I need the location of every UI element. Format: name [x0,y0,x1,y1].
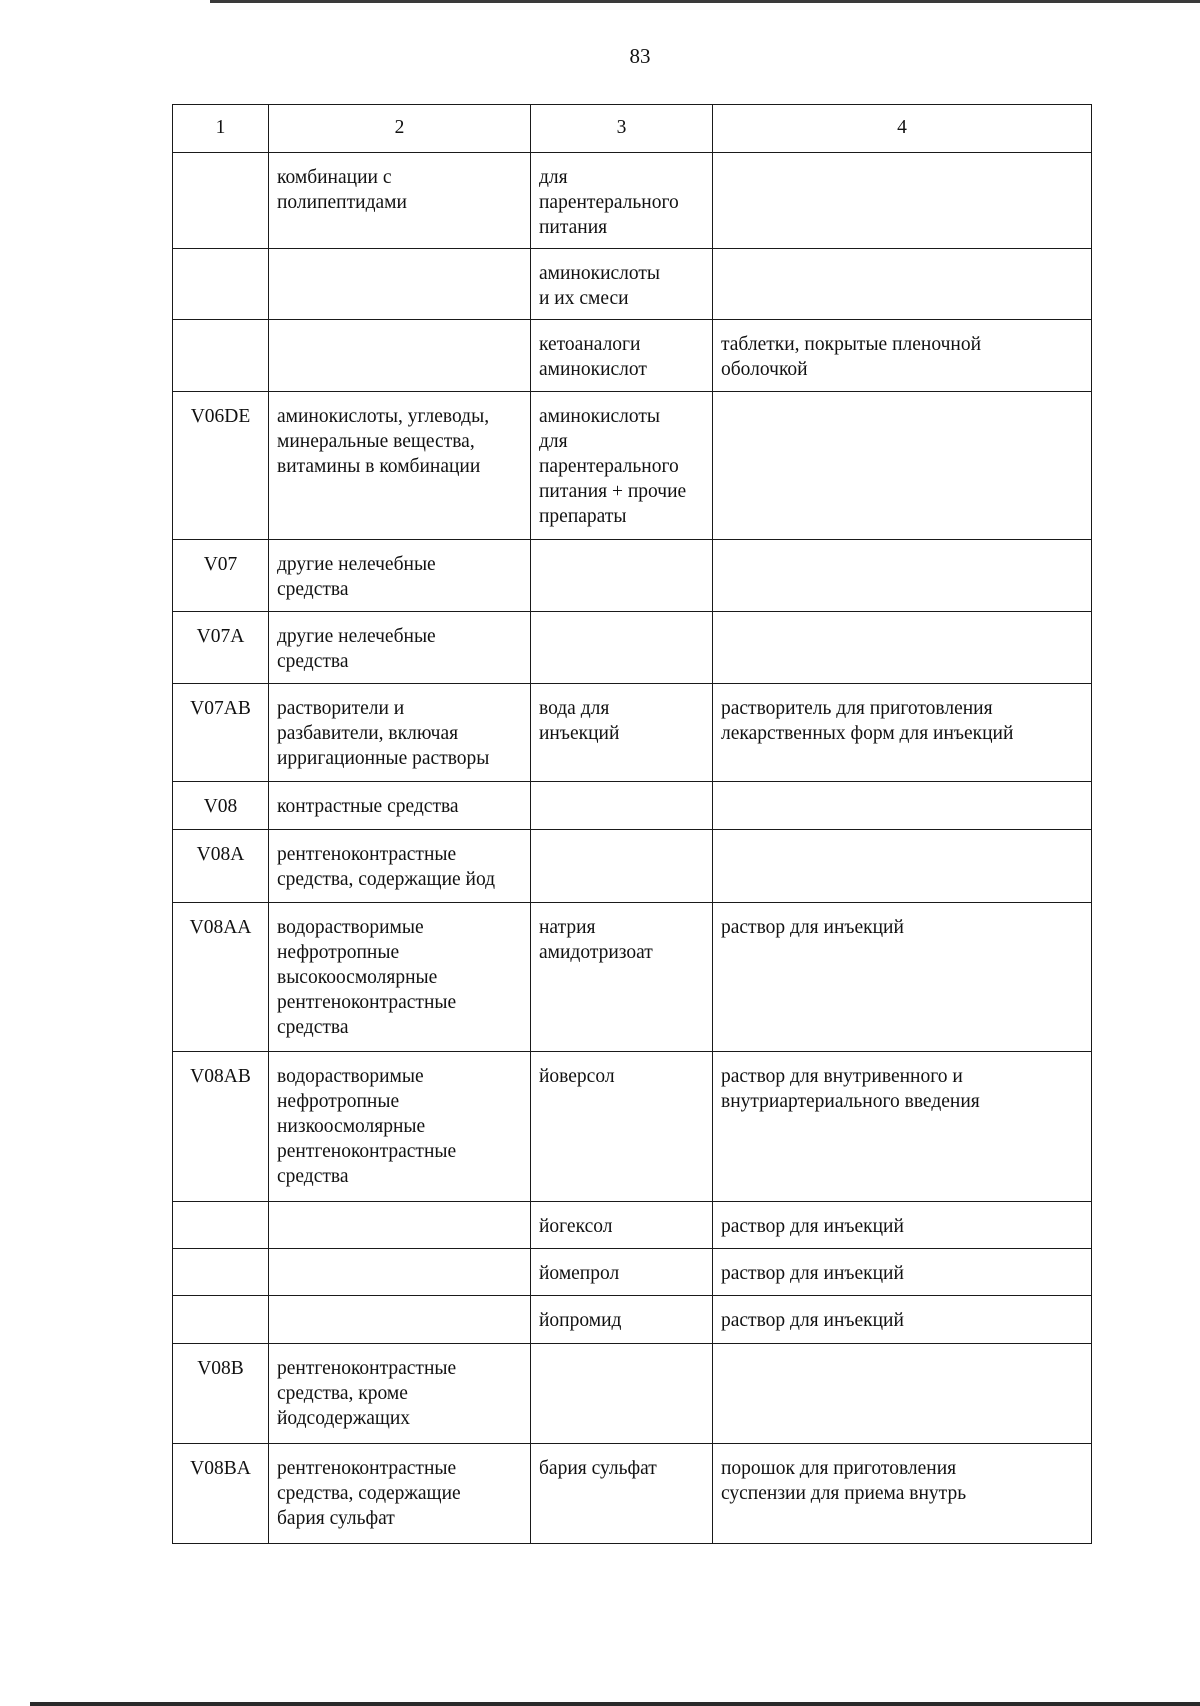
atc-code-cell: V08 [173,782,269,830]
group-cell: комбинации с полипептидами [269,153,531,249]
page-number: 83 [629,44,651,68]
dosage-form-cell: порошок для приготовления суспензии для приема внутрь [713,1444,1092,1544]
table-row [173,320,1092,392]
substance-cell: аминокислоты для парентерального питания + прочие препараты [531,392,713,540]
substance-cell: аминокислоты и их смеси [531,249,713,320]
group-cell: другие нелечебные средства [269,540,531,612]
substance-cell [531,830,713,903]
substance-cell: йоверсол [531,1052,713,1202]
table-header-row [173,105,1092,153]
substance-cell [531,1344,713,1444]
atc-code-cell: V07A [173,612,269,684]
group-cell: растворители и разбавители, включая ирригационные растворы [269,684,531,782]
group-cell [269,249,531,320]
dosage-form-cell [713,392,1092,540]
table-row [173,903,1092,1052]
substance-cell [531,782,713,830]
substance-cell: бария сульфат [531,1444,713,1544]
dosage-form-cell: раствор для внутривенного и внутриартериального введения [713,1052,1092,1202]
dosage-form-cell [713,1344,1092,1444]
group-cell: водорастворимые нефротропные высокоосмолярные рентгеноконтрастные средства [269,903,531,1052]
atc-code-cell: V07AB [173,684,269,782]
atc-code-cell: V08BA [173,1444,269,1544]
table-row [173,1444,1092,1544]
table-row [173,1202,1092,1249]
dosage-form-cell: раствор для инъекций [713,1249,1092,1296]
table-row [173,782,1092,830]
atc-code-cell: V06DE [173,392,269,540]
column-header-substance: 3 [531,105,713,153]
atc-code-cell: V08B [173,1344,269,1444]
substance-cell: йомепрол [531,1249,713,1296]
atc-code-cell: V07 [173,540,269,612]
dosage-form-cell [713,612,1092,684]
table-row [173,830,1092,903]
atc-code-cell [173,1202,269,1249]
substance-cell: йопромид [531,1296,713,1344]
atc-code-cell [173,1296,269,1344]
group-cell: водорастворимые нефротропные низкоосмолярные рентгеноконтрастные средства [269,1052,531,1202]
table-row [173,612,1092,684]
table-row [173,392,1092,540]
dosage-form-cell [713,830,1092,903]
scan-edge-top [210,0,1200,3]
atc-code-cell [173,320,269,392]
atc-code-cell [173,249,269,320]
table-row [173,153,1092,249]
atc-code-cell [173,1249,269,1296]
dosage-form-cell [713,782,1092,830]
substance-cell: йогексол [531,1202,713,1249]
group-cell [269,320,531,392]
column-header-code: 1 [173,105,269,153]
group-cell: аминокислоты, углеводы, минеральные вещества, витамины в комбинации [269,392,531,540]
substance-cell [531,612,713,684]
dosage-form-cell: раствор для инъекций [713,1296,1092,1344]
scan-edge-bottom [30,1702,1200,1706]
dosage-form-cell [713,153,1092,249]
table-row [173,1296,1092,1344]
dosage-form-cell [713,249,1092,320]
substance-cell: вода для инъекций [531,684,713,782]
dosage-form-cell: растворитель для приготовления лекарственных форм для инъекций [713,684,1092,782]
substance-cell [531,540,713,612]
table-row [173,1052,1092,1202]
table-row [173,540,1092,612]
dosage-form-cell: раствор для инъекций [713,903,1092,1052]
table-row [173,249,1092,320]
dosage-form-cell: раствор для инъекций [713,1202,1092,1249]
table-row [173,1249,1092,1296]
group-cell: контрастные средства [269,782,531,830]
substance-cell: для парентерального питания [531,153,713,249]
group-cell: рентгеноконтрастные средства, содержащие бария сульфат [269,1444,531,1544]
dosage-form-cell: таблетки, покрытые пленочной оболочкой [713,320,1092,392]
column-header-group: 2 [269,105,531,153]
substance-cell: кетоаналоги аминокислот [531,320,713,392]
dosage-form-cell [713,540,1092,612]
group-cell [269,1202,531,1249]
atc-code-cell [173,153,269,249]
group-cell: рентгеноконтрастные средства, кроме йодсодержащих [269,1344,531,1444]
atc-code-cell: V08AB [173,1052,269,1202]
table-row [173,684,1092,782]
drug-table [172,104,1092,1544]
table-row [173,1344,1092,1444]
group-cell: другие нелечебные средства [269,612,531,684]
atc-code-cell: V08A [173,830,269,903]
atc-code-cell: V08AA [173,903,269,1052]
column-header-form: 4 [713,105,1092,153]
substance-cell: натрия амидотризоат [531,903,713,1052]
group-cell [269,1296,531,1344]
group-cell [269,1249,531,1296]
group-cell: рентгеноконтрастные средства, содержащие йод [269,830,531,903]
